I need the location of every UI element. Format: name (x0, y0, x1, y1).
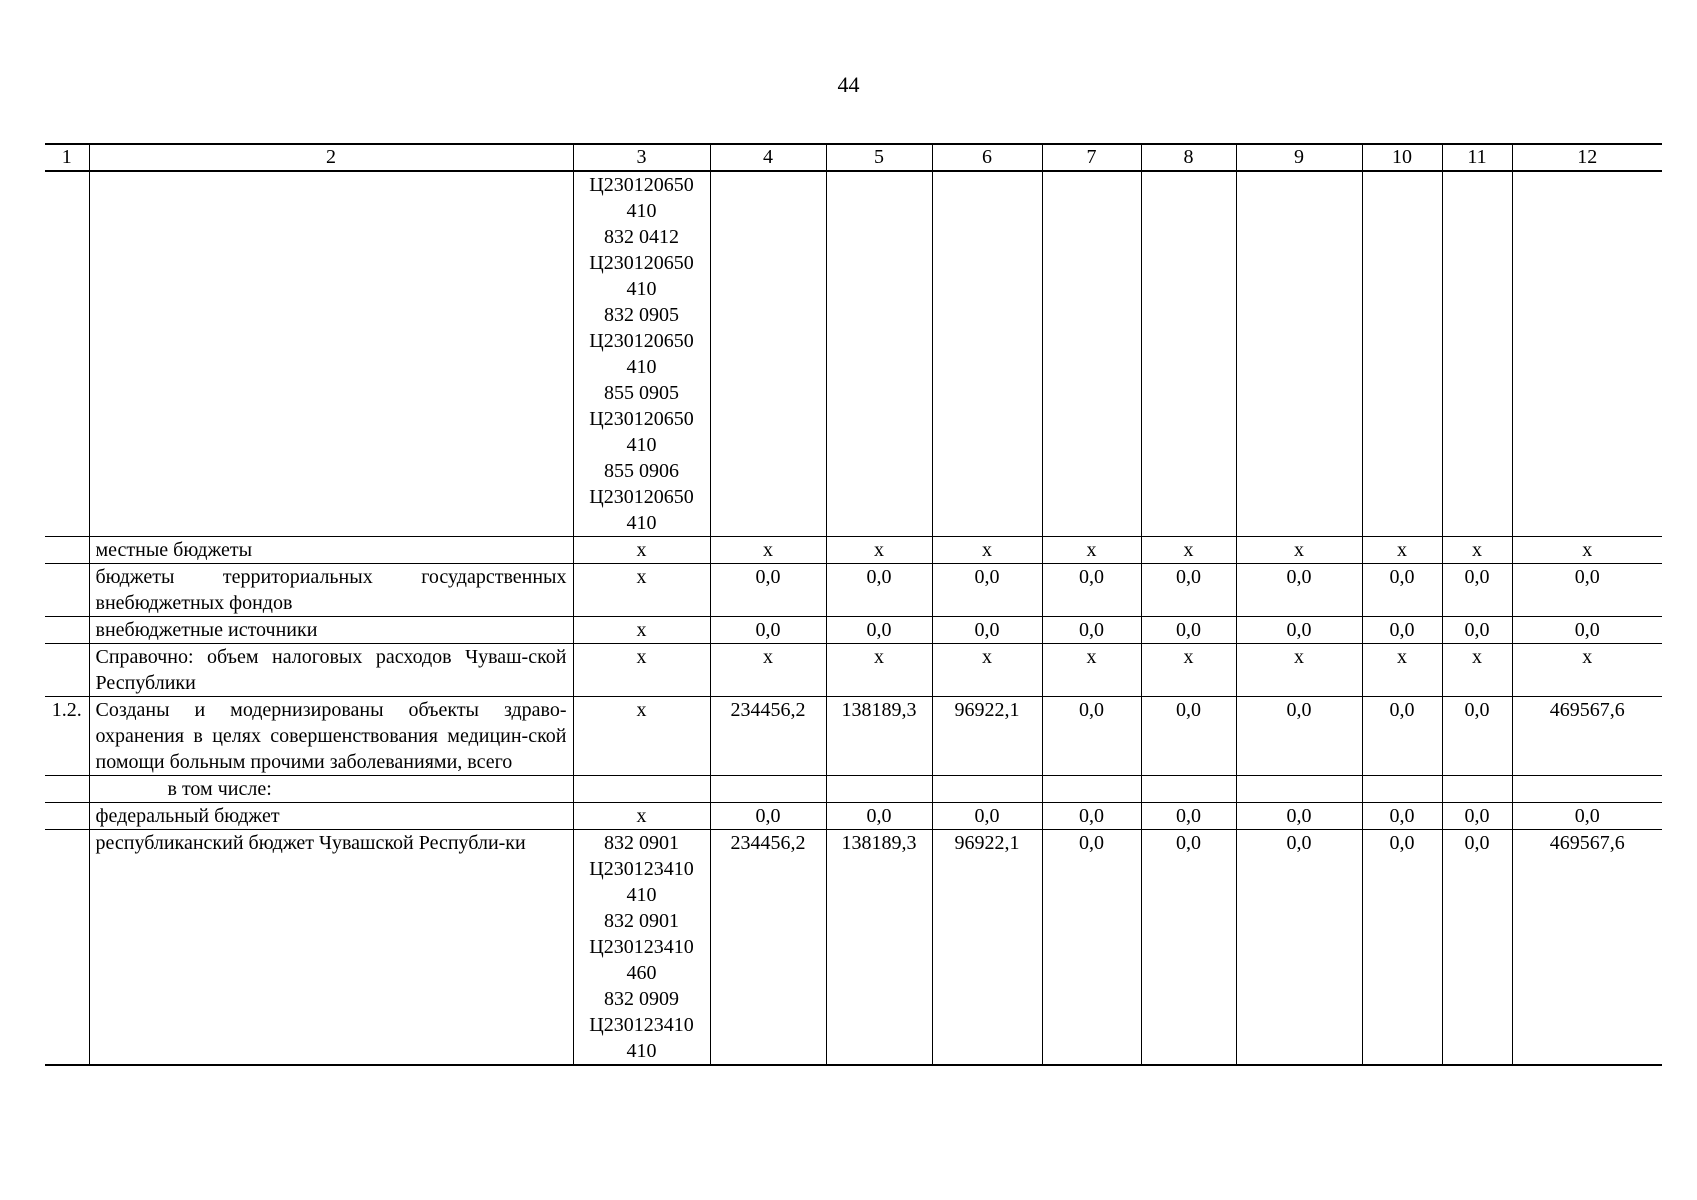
value-cell: 96922,1 (932, 697, 1042, 776)
value-cell (1236, 776, 1362, 803)
value-cell (1042, 776, 1141, 803)
value-cell (826, 171, 932, 537)
value-cell: x (826, 537, 932, 564)
value-cell (710, 171, 826, 537)
value-cell: 0,0 (826, 803, 932, 830)
budget-code-cell (573, 776, 710, 803)
value-cell (710, 776, 826, 803)
budget-code-cell: x (573, 803, 710, 830)
header-cell: 10 (1362, 144, 1442, 171)
budget-code-cell: x (573, 617, 710, 644)
header-cell: 4 (710, 144, 826, 171)
value-cell: 0,0 (1362, 803, 1442, 830)
column-number-header (45, 144, 1662, 171)
row-name-cell (89, 171, 573, 537)
value-cell: x (932, 644, 1042, 697)
value-cell: x (1236, 537, 1362, 564)
budget-code-cell: x (573, 537, 710, 564)
value-cell (1236, 171, 1362, 537)
value-cell: 0,0 (1042, 564, 1141, 617)
value-cell: x (1512, 644, 1662, 697)
value-cell: 0,0 (1512, 564, 1662, 617)
budget-code-cell: Ц230120650 410 832 0412 Ц230120650 410 832 0905 Ц230120650 410 855 0905 Ц230120650 410 855 0906 Ц230120650 410 (573, 171, 710, 537)
value-cell (932, 776, 1042, 803)
value-cell: 96922,1 (932, 830, 1042, 1066)
header-cell: 12 (1512, 144, 1662, 171)
budget-code-cell: x (573, 697, 710, 776)
row-number-cell: 1.2. (45, 697, 89, 776)
value-cell (1512, 171, 1662, 537)
table-row (45, 617, 1662, 644)
value-cell: x (1442, 644, 1512, 697)
value-cell (1442, 171, 1512, 537)
table-body (45, 144, 1662, 1065)
value-cell: 0,0 (932, 564, 1042, 617)
value-cell (1362, 171, 1442, 537)
row-number-cell (45, 171, 89, 537)
table-row (45, 644, 1662, 697)
value-cell: 0,0 (1042, 697, 1141, 776)
row-number-cell (45, 644, 89, 697)
row-name-cell: в том числе: (89, 776, 573, 803)
value-cell (1442, 776, 1512, 803)
table-row (45, 564, 1662, 617)
value-cell: 0,0 (1442, 830, 1512, 1066)
value-cell: 0,0 (1512, 617, 1662, 644)
header-cell: 8 (1141, 144, 1236, 171)
table-row (45, 830, 1662, 1066)
value-cell (1512, 776, 1662, 803)
header-cell: 6 (932, 144, 1042, 171)
value-cell: x (1362, 644, 1442, 697)
value-cell: 0,0 (1236, 617, 1362, 644)
value-cell: x (1141, 537, 1236, 564)
table-row (45, 171, 1662, 537)
row-number-cell (45, 776, 89, 803)
header-cell: 7 (1042, 144, 1141, 171)
value-cell: x (1141, 644, 1236, 697)
value-cell: x (1042, 537, 1141, 564)
header-cell: 5 (826, 144, 932, 171)
value-cell: 0,0 (1042, 830, 1141, 1066)
value-cell: 0,0 (1442, 617, 1512, 644)
value-cell: 0,0 (932, 803, 1042, 830)
value-cell: 0,0 (1442, 803, 1512, 830)
header-cell: 2 (89, 144, 573, 171)
value-cell: 0,0 (1362, 830, 1442, 1066)
value-cell: 234456,2 (710, 830, 826, 1066)
table-row (45, 776, 1662, 803)
value-cell (826, 776, 932, 803)
value-cell: 0,0 (1042, 617, 1141, 644)
header-cell: 9 (1236, 144, 1362, 171)
value-cell: 469567,6 (1512, 697, 1662, 776)
row-name-cell: местные бюджеты (89, 537, 573, 564)
value-cell: 234456,2 (710, 697, 826, 776)
value-cell: 0,0 (710, 803, 826, 830)
value-cell: 0,0 (932, 617, 1042, 644)
value-cell: 0,0 (710, 564, 826, 617)
value-cell: x (826, 644, 932, 697)
budget-table (45, 143, 1662, 1066)
value-cell: 0,0 (1236, 564, 1362, 617)
value-cell (1141, 776, 1236, 803)
value-cell: x (1512, 537, 1662, 564)
value-cell: x (710, 644, 826, 697)
value-cell: 0,0 (1141, 617, 1236, 644)
value-cell: x (932, 537, 1042, 564)
value-cell: 0,0 (1442, 564, 1512, 617)
row-number-cell (45, 537, 89, 564)
header-cell: 1 (45, 144, 89, 171)
header-cell: 11 (1442, 144, 1512, 171)
value-cell: 0,0 (1042, 803, 1141, 830)
value-cell: 469567,6 (1512, 830, 1662, 1066)
value-cell (1042, 171, 1141, 537)
table-row (45, 537, 1662, 564)
budget-code-cell: 832 0901 Ц230123410 410 832 0901 Ц230123410 460 832 0909 Ц230123410 410 (573, 830, 710, 1066)
header-cell: 3 (573, 144, 710, 171)
value-cell: 0,0 (1512, 803, 1662, 830)
row-name-cell: бюджеты территориальных государственных внебюджетных фондов (89, 564, 573, 617)
value-cell: 0,0 (826, 617, 932, 644)
budget-code-cell: x (573, 564, 710, 617)
value-cell: 0,0 (1442, 697, 1512, 776)
row-name-cell: республиканский бюджет Чувашской Республи-ки (89, 830, 573, 1066)
value-cell: 138189,3 (826, 697, 932, 776)
value-cell: 0,0 (1236, 803, 1362, 830)
row-number-cell (45, 564, 89, 617)
row-number-cell (45, 803, 89, 830)
value-cell (1141, 171, 1236, 537)
row-name-cell: Созданы и модернизированы объекты здраво-охранения в целях совершенствования медицин-ской помощи больным прочими заболеваниями, всего (89, 697, 573, 776)
value-cell: 0,0 (1141, 830, 1236, 1066)
value-cell: 0,0 (1236, 830, 1362, 1066)
value-cell: 138189,3 (826, 830, 932, 1066)
value-cell: 0,0 (826, 564, 932, 617)
row-number-cell (45, 617, 89, 644)
value-cell: x (1442, 537, 1512, 564)
row-name-cell: Справочно: объем налоговых расходов Чуваш-ской Республики (89, 644, 573, 697)
value-cell (1362, 776, 1442, 803)
page-number: 44 (837, 72, 860, 97)
value-cell: x (1236, 644, 1362, 697)
table-row (45, 697, 1662, 776)
row-name-cell: федеральный бюджет (89, 803, 573, 830)
value-cell: 0,0 (710, 617, 826, 644)
value-cell (932, 171, 1042, 537)
value-cell: x (710, 537, 826, 564)
value-cell: 0,0 (1362, 564, 1442, 617)
row-name-cell: внебюджетные источники (89, 617, 573, 644)
row-number-cell (45, 830, 89, 1066)
value-cell: x (1362, 537, 1442, 564)
value-cell: 0,0 (1141, 697, 1236, 776)
value-cell: 0,0 (1141, 803, 1236, 830)
value-cell: 0,0 (1362, 617, 1442, 644)
budget-code-cell: x (573, 644, 710, 697)
table-row (45, 803, 1662, 830)
value-cell: 0,0 (1362, 697, 1442, 776)
value-cell: 0,0 (1236, 697, 1362, 776)
value-cell: x (1042, 644, 1141, 697)
value-cell: 0,0 (1141, 564, 1236, 617)
